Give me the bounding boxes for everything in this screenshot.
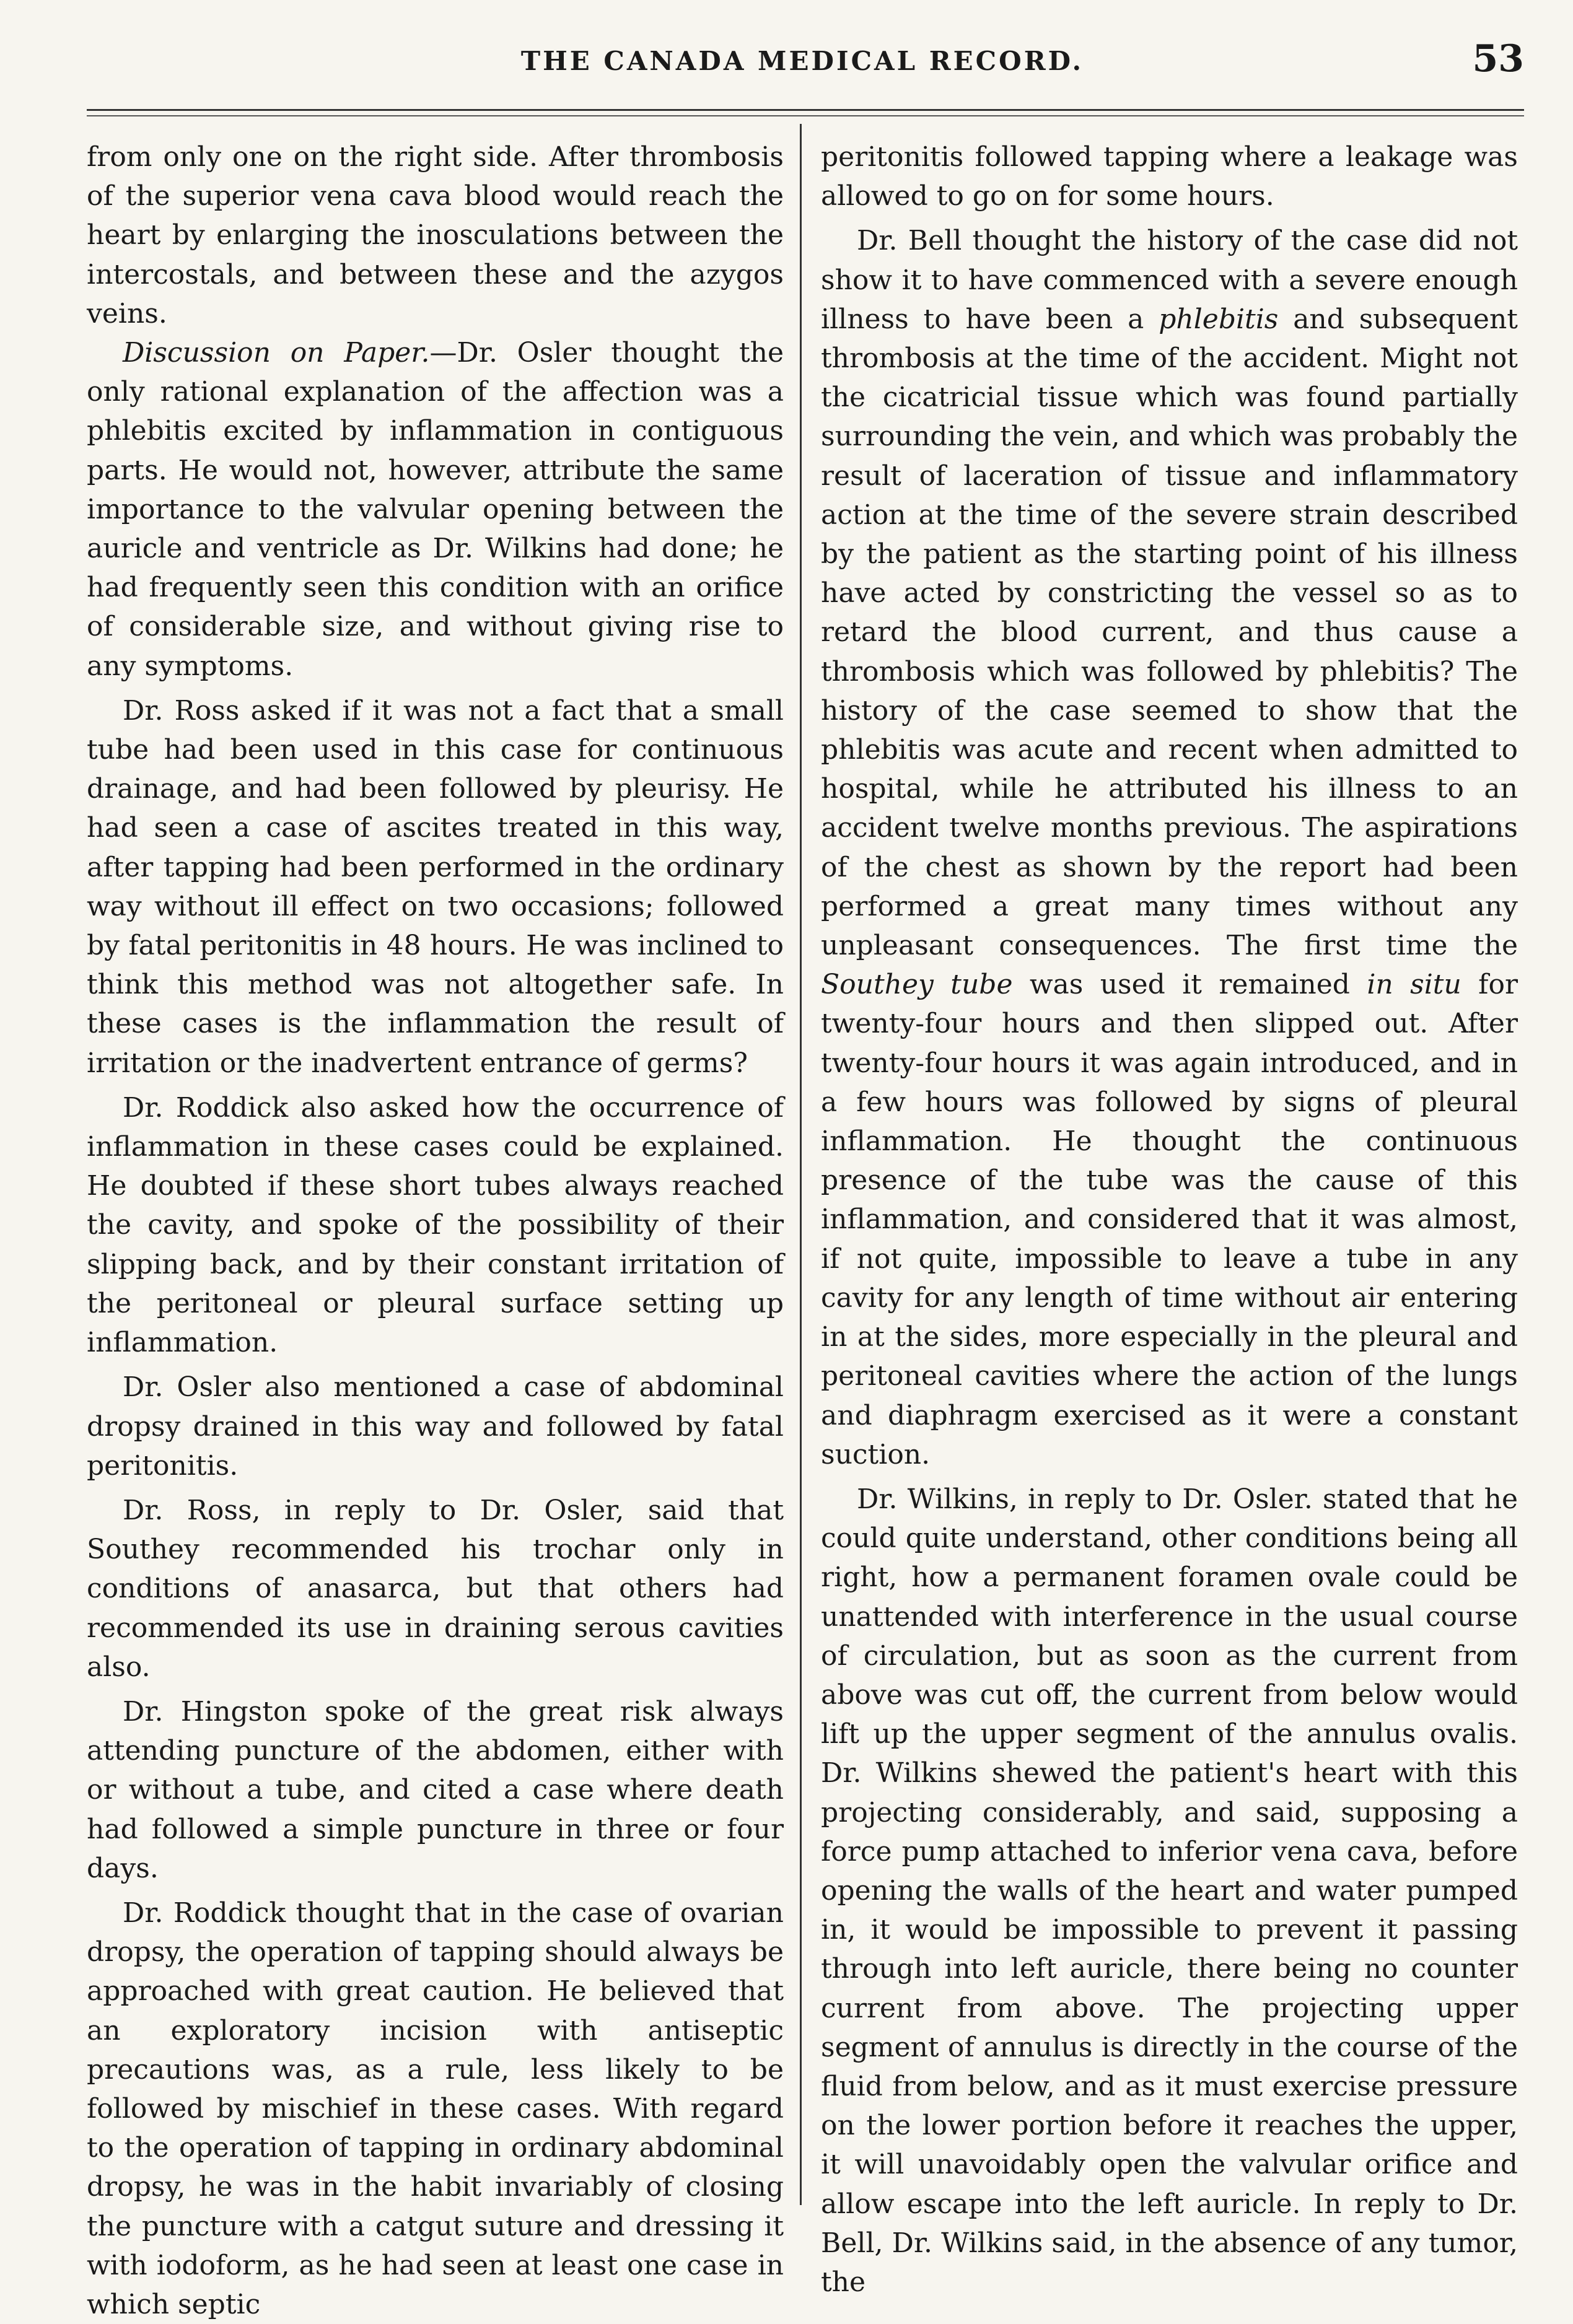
column-divider bbox=[800, 124, 802, 2205]
paragraph: Discussion on Paper.—Dr. Osler thought the only rational explanation of the affection was a phlebitis excited by inflammation in contiguous parts. He would not, however, attribute the same importance to the valvular opening between the auricle and ventricle as Dr. Wilkins had done; he had frequently seen this condition with an orifice of considerable size, and without giving rise to any symptoms. bbox=[87, 337, 784, 682]
header-rule bbox=[87, 109, 1524, 111]
paragraph: Dr. Hingston spoke of the great risk always attending puncture of the abdomen, either with or without a tube, and cited a case where death had followed a simple puncture in three or four days. bbox=[87, 1695, 784, 1884]
page-header bbox=[81, 37, 1524, 87]
paragraph: peritonitis followed tapping where a leakage was allowed to go on for some hours. bbox=[821, 141, 1518, 212]
paragraph: Dr. Bell thought the history of the case did not show it to have commenced with a severe enough illness to have been a phlebitis and subsequent thrombosis at the time of the accident. Might not the cicatricial tissue which was found partially surrounding the vein, and which was probably the result of laceration of tissue and inflammatory action at the time of the severe strain described by the patient as the starting point of his illness have acted by constricting the vessel so as to retard the blood current, and thus cause a thrombosis which was followed by phlebitis? The history of the case seemed to show that the phlebitis was acute and recent when admitted to hospital, while he attributed his illness to an accident twelve months previous. The aspirations of the chest as shown by the report had been performed a great many times without any unpleasant consequences. The first time the Southey tube was used it remained in situ for twenty-four hours and then slipped out. After twenty-four hours it was again introduced, and in a few hours was followed by signs of pleural inflammation. He thought the continuous presence of the tube was the cause of this inflammation, and considered that it was almost, if not quite, impossible to leave a tube in any cavity for any length of time without air entering in at the sides, more especially in the pleural and peritoneal cavities where the action of the lungs and diaphragm exercised as it were a constant suction. bbox=[821, 225, 1518, 1470]
right-column bbox=[821, 138, 1518, 2298]
page-number: 53 bbox=[1472, 37, 1524, 81]
section-heading: Discussion on Paper. bbox=[123, 337, 430, 369]
paragraph: Dr. Osler also mentioned a case of abdominal dropsy drained in this way and followed by fatal peritonitis. bbox=[87, 1371, 784, 1482]
paragraph: Dr. Roddick also asked how the occurrence of inflammation in these cases could be explained. He doubted if these short tubes always reached the cavity, and spoke of the possibility of their slipping back, and by their constant irritation of the peritoneal or pleural surface setting up inflammation. bbox=[87, 1091, 784, 1359]
header-rule-thin bbox=[87, 115, 1524, 116]
paragraph: from only one on the right side. After thrombosis of the superior vena cava blood would reach the heart by enlarging the inosculations between the intercostals, and between these and the azygos veins. bbox=[87, 141, 784, 330]
journal-title: THE CANADA MEDICAL RECORD. bbox=[520, 46, 1084, 76]
paragraph: Dr. Wilkins, in reply to Dr. Osler. stated that he could quite understand, other conditions being all right, how a permanent foramen ovale could be unattended with interference in the usual course of circulation, but as soon as the current from above was cut off, the current from below would lift up the upper segment of the annulus ovalis. Dr. Wilkins shewed the patient's heart with this projecting considerably, and said, supposing a force pump attached to inferior vena cava, before opening the walls of the heart and water pumped in, it would be impossible to prevent it passing through into left auricle, there being no counter current from above. The projecting upper segment of annulus is directly in the course of the fluid from below, and as it must exercise pressure on the lower portion before it reaches the upper, it will unavoidably open the valvular orifice and allow escape into the left auricle. In reply to Dr. Bell, Dr. Wilkins said, in the absence of any tumor, the bbox=[821, 1483, 1518, 2298]
paragraph: Dr. Roddick thought that in the case of ovarian dropsy, the operation of tapping should always be approached with great caution. He believed that an exploratory incision with antiseptic precautions was, as a rule, less likely to be followed by mischief in these cases. With regard to the operation of tapping in ordinary abdominal dropsy, he was in the habit invariably of closing the puncture with a catgut suture and dressing it with iodoform, as he had seen at least one case in which septic bbox=[87, 1897, 784, 2320]
paragraph: Dr. Ross, in reply to Dr. Osler, said that Southey recommended his trochar only in conditions of anasarca, but that others had recommended its use in draining serous cavities also. bbox=[87, 1494, 784, 1683]
paragraph: Dr. Ross asked if it was not a fact that a small tube had been used in this case for continuous drainage, and had been followed by pleurisy. He had seen a case of ascites treated in this way, after tapping had been performed in the ordinary way without ill effect on two occasions; followed by fatal peritonitis in 48 hours. He was inclined to think this method was not altogether safe. In these cases is the inflammation the result of irritation or the inadvertent entrance of germs? bbox=[87, 694, 784, 1079]
left-column bbox=[87, 138, 784, 2320]
